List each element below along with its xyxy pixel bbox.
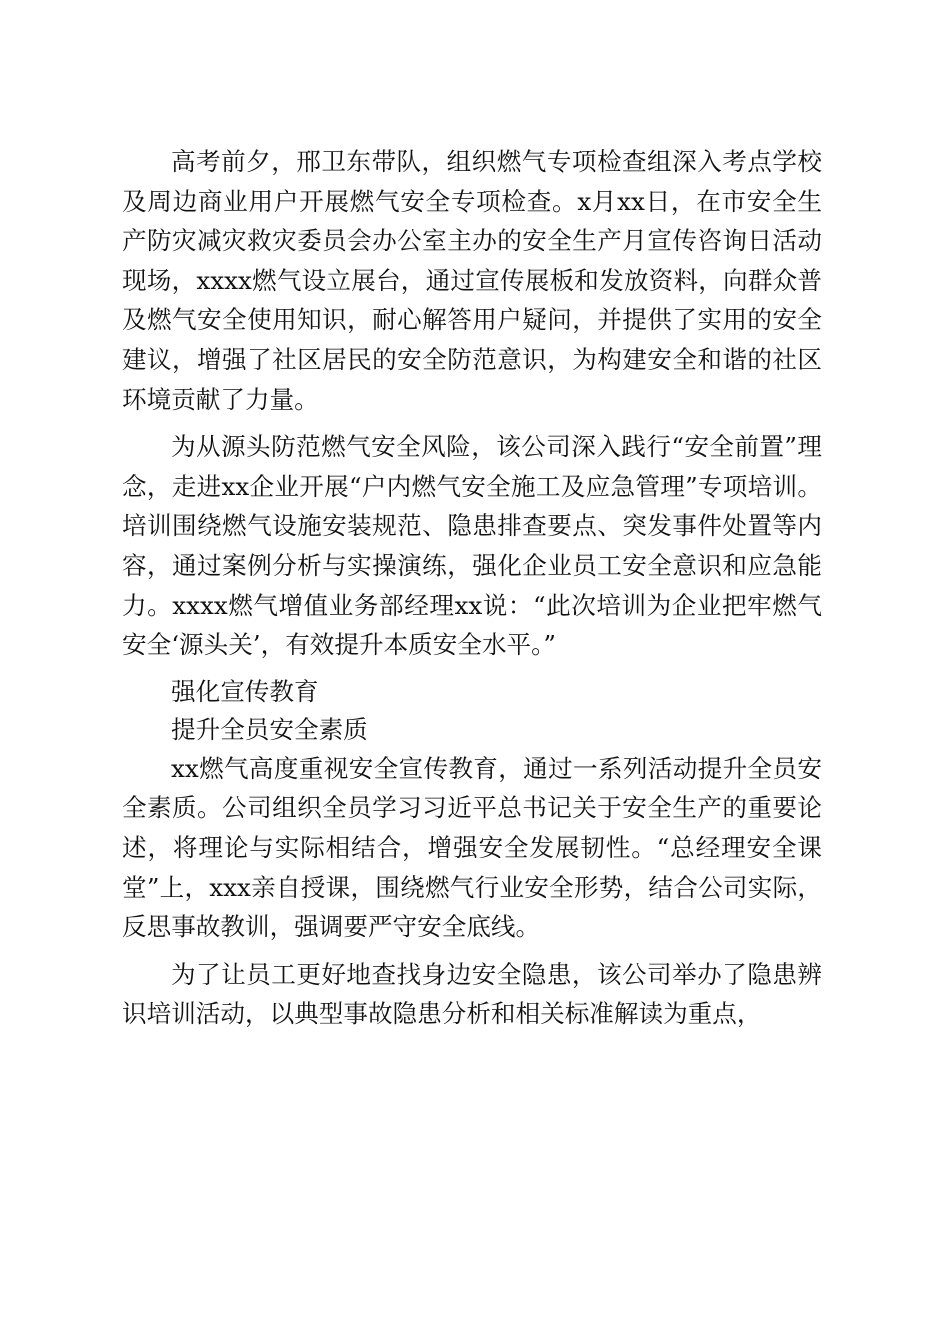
paragraph-safety-education: xx燃气高度重视安全宣传教育，通过一系列活动提升全员安全素质。公司组织全员学习习近平总书记关于安全生产的重要论述，将理论与实际相结合，增强安全发展韧性。“总经理安全课堂”上，xxx亲自授课，围绕燃气行业安全形势，结合公司实际，反思事故教训，强调要严守安全底线。 — [122, 753, 822, 942]
section-heading-propaganda: 强化宣传教育 — [171, 676, 319, 706]
section-subheading-quality: 提升全员安全素质 — [171, 714, 368, 744]
paragraph-gaokao-inspection: 高考前夕，邢卫东带队，组织燃气专项检查组深入考点学校及周边商业用户开展燃气安全专项检查。x月xx日，在市安全生产防灾减灾救灾委员会办公室主办的安全生产月宣传咨询日活动现场，xxxx燃气设立展台，通过宣传展板和发放资料，向群众普及燃气安全使用知识，耐心解答用户疑问，并提供了实用的安全建议，增强了社区居民的安全防范意识，为构建安全和谐的社区环境贡献了力量。 — [122, 147, 822, 414]
paragraph-safety-training: 为从源头防范燃气安全风险，该公司深入践行“安全前置”理念，走进xx企业开展“户内燃气安全施工及应急管理”专项培训。培训围绕燃气设施安装规范、隐患排查要点、突发事件处置等内容，通过案例分析与实操演练，强化企业员工安全意识和应急能力。xxxx燃气增值业务部经理xx说：“此次培训为企业把牢燃气安全‘源头关’，有效提升本质安全水平。” — [122, 432, 822, 660]
paragraph-hazard-identification: 为了让员工更好地查找身边安全隐患，该公司举办了隐患辨识培训活动，以典型事故隐患分析和相关标准解读为重点， — [122, 959, 822, 1029]
document-page — [122, 142, 822, 1034]
